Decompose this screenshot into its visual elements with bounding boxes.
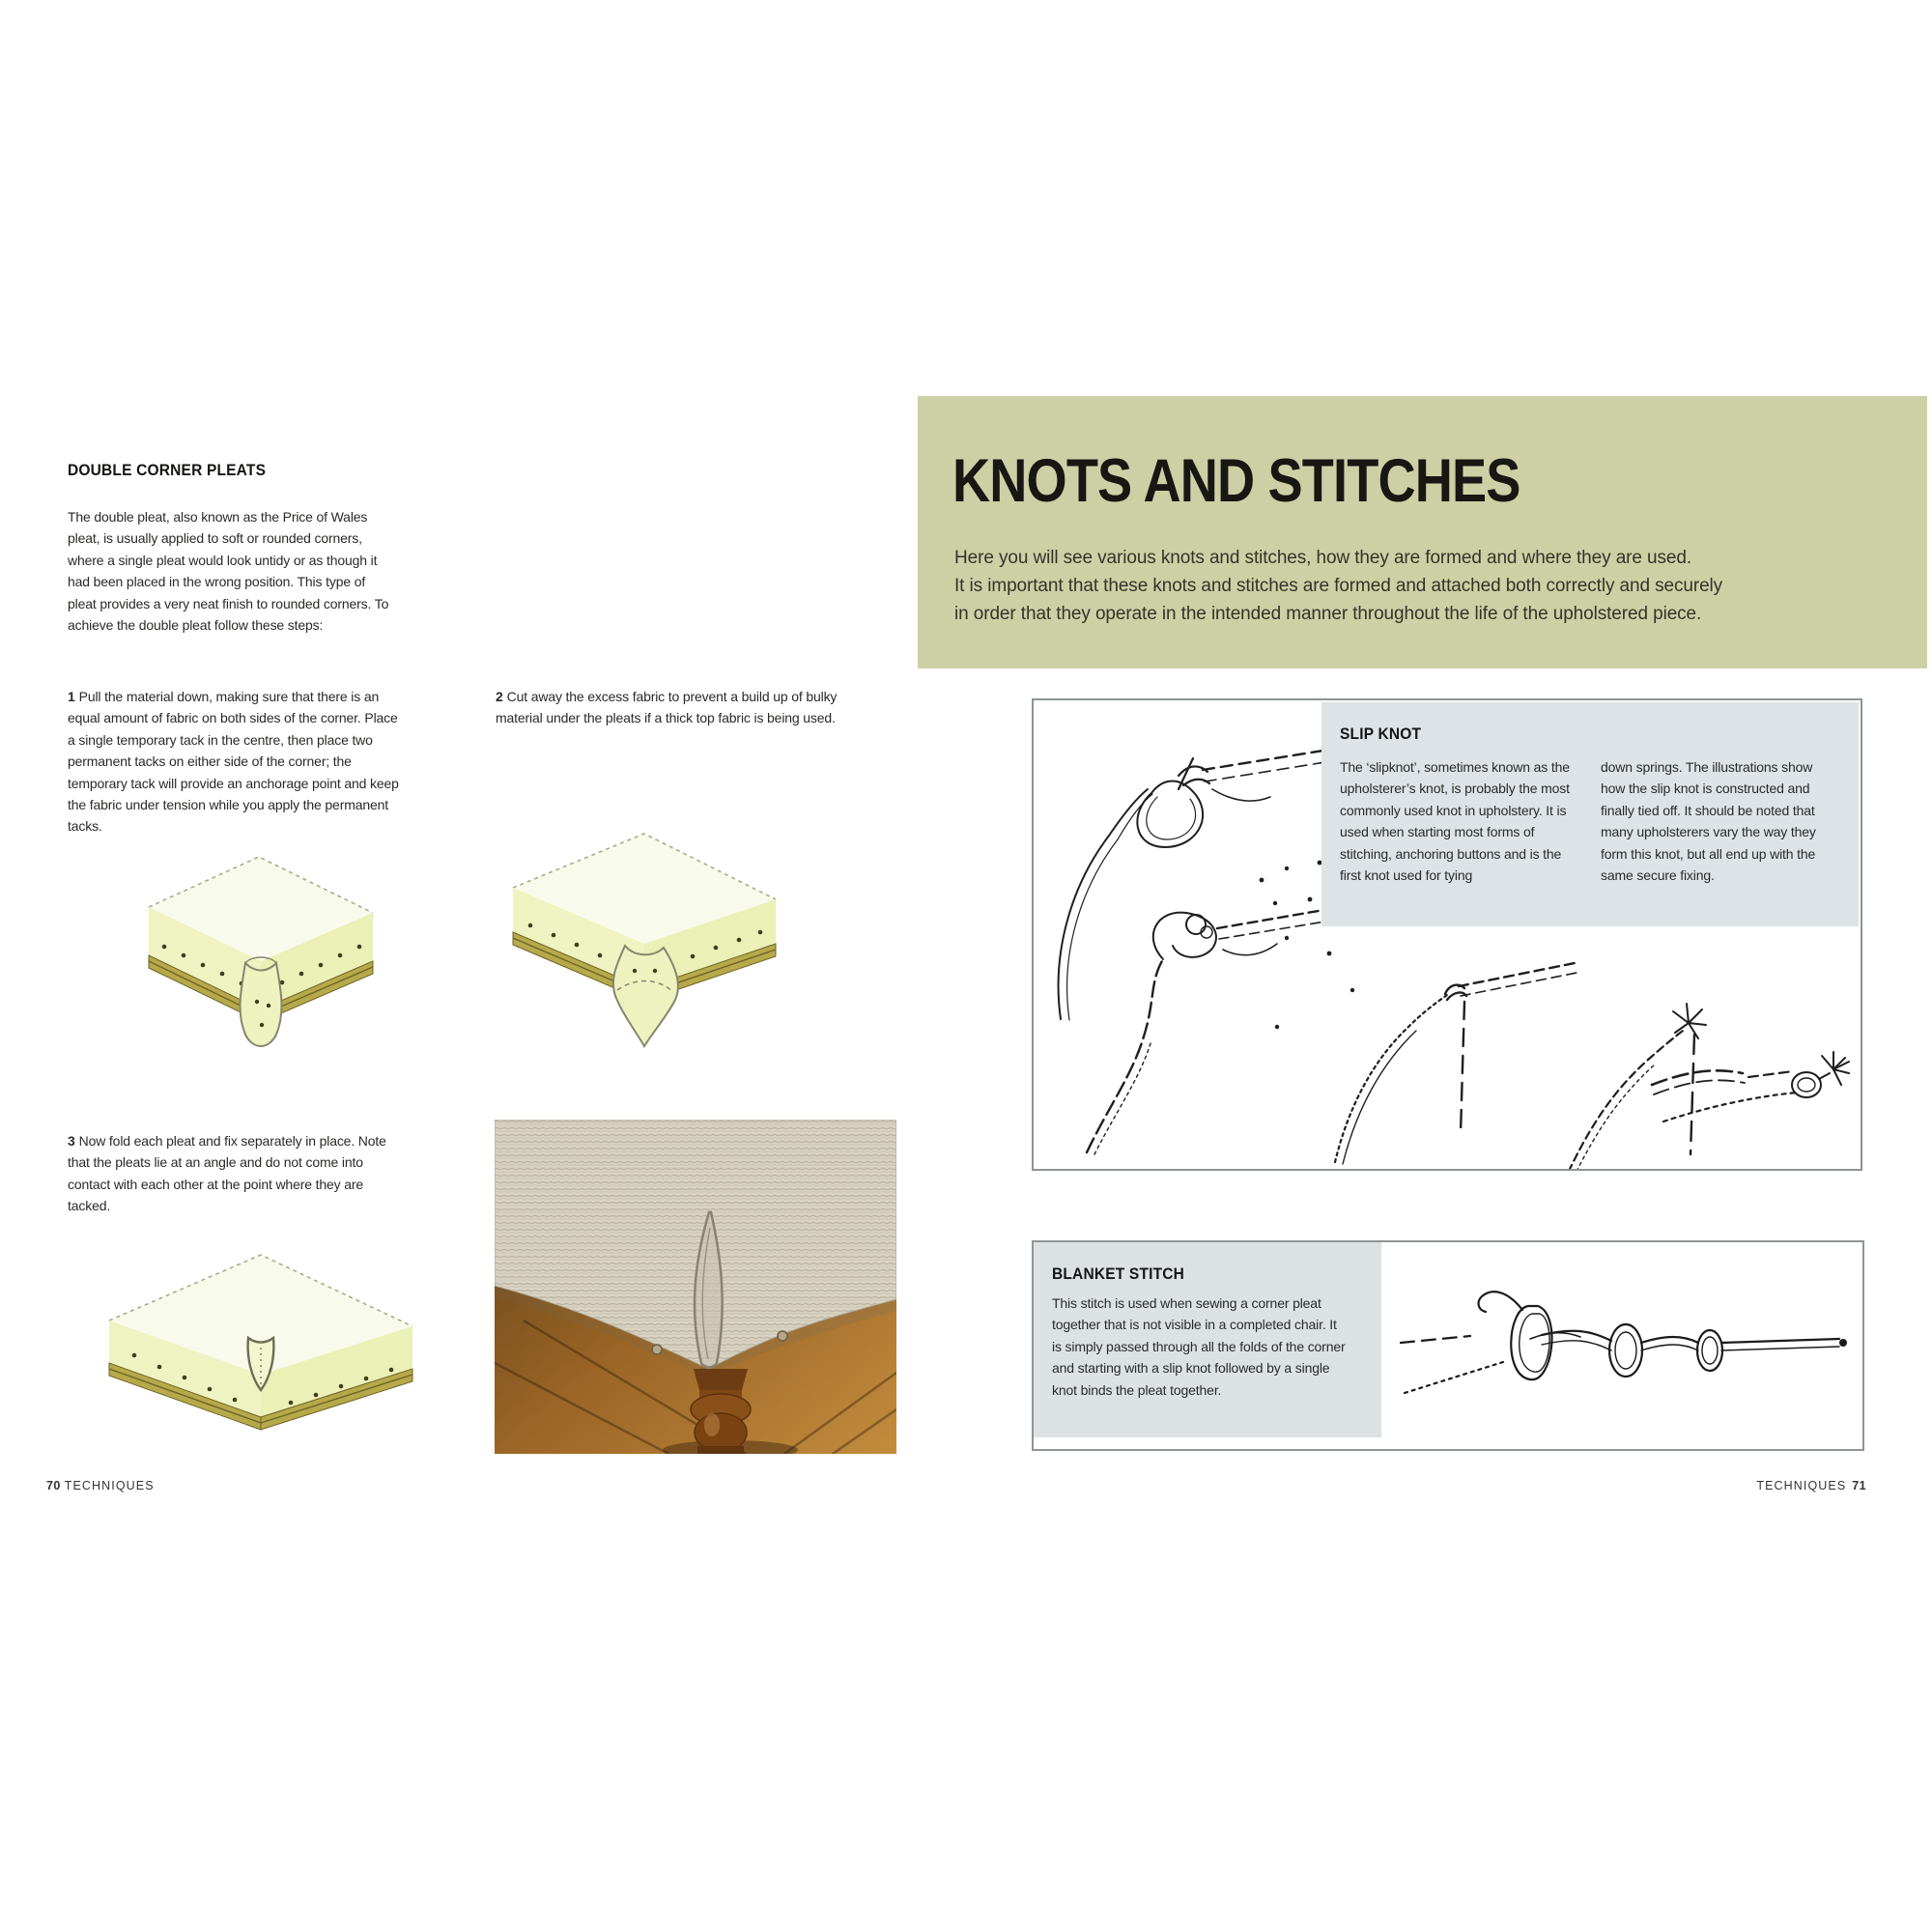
slip-knot-title: SLIP KNOT — [1340, 725, 1422, 743]
chapter-subtitle-line-3: in order that they operate in the intended manner throughout the life of the upholstered piece. — [954, 604, 1702, 624]
step-3-number: 3 — [68, 1133, 75, 1149]
illustration-corner-pleat-flap — [135, 845, 386, 1072]
slip-knot-info-box — [1321, 702, 1859, 926]
photo-footstool-corner — [495, 1120, 896, 1454]
left-footer-section: TECHNIQUES — [64, 1479, 155, 1492]
step-1-text: 1 Pull the material down, making sure that there is an equal amount of fabric on both sides of the corner. Place a single temporary tack in the centre, then place two permanent tacks on either side of the corner; the temporary tack will provide an anchorage point and keep the fabric under tension while you apply the permanent tacks. — [68, 689, 399, 835]
step-2-number: 2 — [496, 689, 503, 704]
chapter-title: KNOTS AND STITCHES — [952, 447, 1520, 515]
chapter-subtitle-line-1: Here you will see various knots and stitches, how they are formed and where they are used. — [954, 548, 1692, 568]
blanket-stitch-panel — [1032, 1240, 1864, 1451]
corner-pleat-flap-drawing — [135, 845, 386, 1072]
slip-knot-col1: The ‘slipknot’, sometimes known as the upholsterer’s knot, is probably the most commonly used knot in upholstery. It is used when starting most forms of stitching, anchoring buttons and is the first knot used for tying — [1340, 759, 1570, 884]
step-3-text: 3 Now fold each pleat and fix separately in place. Note that the pleats lie at an angle and do not come into contact with each other at the point where they are tacked. — [68, 1133, 386, 1214]
right-page-footer — [1756, 1479, 1866, 1492]
blanket-stitch-info-box — [1034, 1242, 1381, 1437]
illustration-finished-double-pleat — [101, 1241, 420, 1449]
blanket-stitch-illustration — [1387, 1242, 1861, 1449]
illustration-corner-pleat-cut — [497, 816, 787, 1058]
left-section-title: DOUBLE CORNER PLEATS — [68, 462, 267, 479]
chapter-banner — [918, 396, 1927, 668]
footstool-photo — [495, 1120, 896, 1454]
intro-paragraph: The double pleat, also known as the Price of Wales pleat, is usually applied to soft or rounded corners, where a single pleat would look untidy or as though it had been placed in the wrong position. This type of pleat provides a very neat finish to rounded corners. To achieve the double pleat follow these steps: — [68, 509, 389, 634]
corner-pleat-cut-drawing — [497, 816, 787, 1058]
left-page-footer — [46, 1479, 155, 1492]
right-footer-section: TECHNIQUES — [1756, 1479, 1847, 1492]
left-page-number: 70 — [46, 1479, 61, 1492]
slip-knot-panel — [1032, 698, 1862, 1171]
step-2-text: 2 Cut away the excess fabric to prevent a build up of bulky material under the pleats if a thick top fabric is being used. — [496, 689, 838, 726]
slip-knot-col2: down springs. The illustrations show how the slip knot is constructed and finally tied off. It should be noted that many upholsterers vary the way they form this knot, but all end up with the same secure fixing. — [1601, 759, 1816, 884]
blanket-stitch-text: This stitch is used when sewing a corner pleat together that is not visible in a completed chair. It is simply passed through all the folds of the corner and starting with a slip knot followed by a single knot binds the pleat together. — [1052, 1295, 1346, 1398]
blanket-stitch-title: BLANKET STITCH — [1052, 1265, 1185, 1283]
finished-double-pleat-drawing — [101, 1241, 420, 1449]
chapter-subtitle-line-2: It is important that these knots and stitches are formed and attached both correctly and securely — [954, 576, 1723, 596]
right-page-number: 71 — [1852, 1479, 1866, 1492]
step-1-number: 1 — [68, 689, 75, 704]
